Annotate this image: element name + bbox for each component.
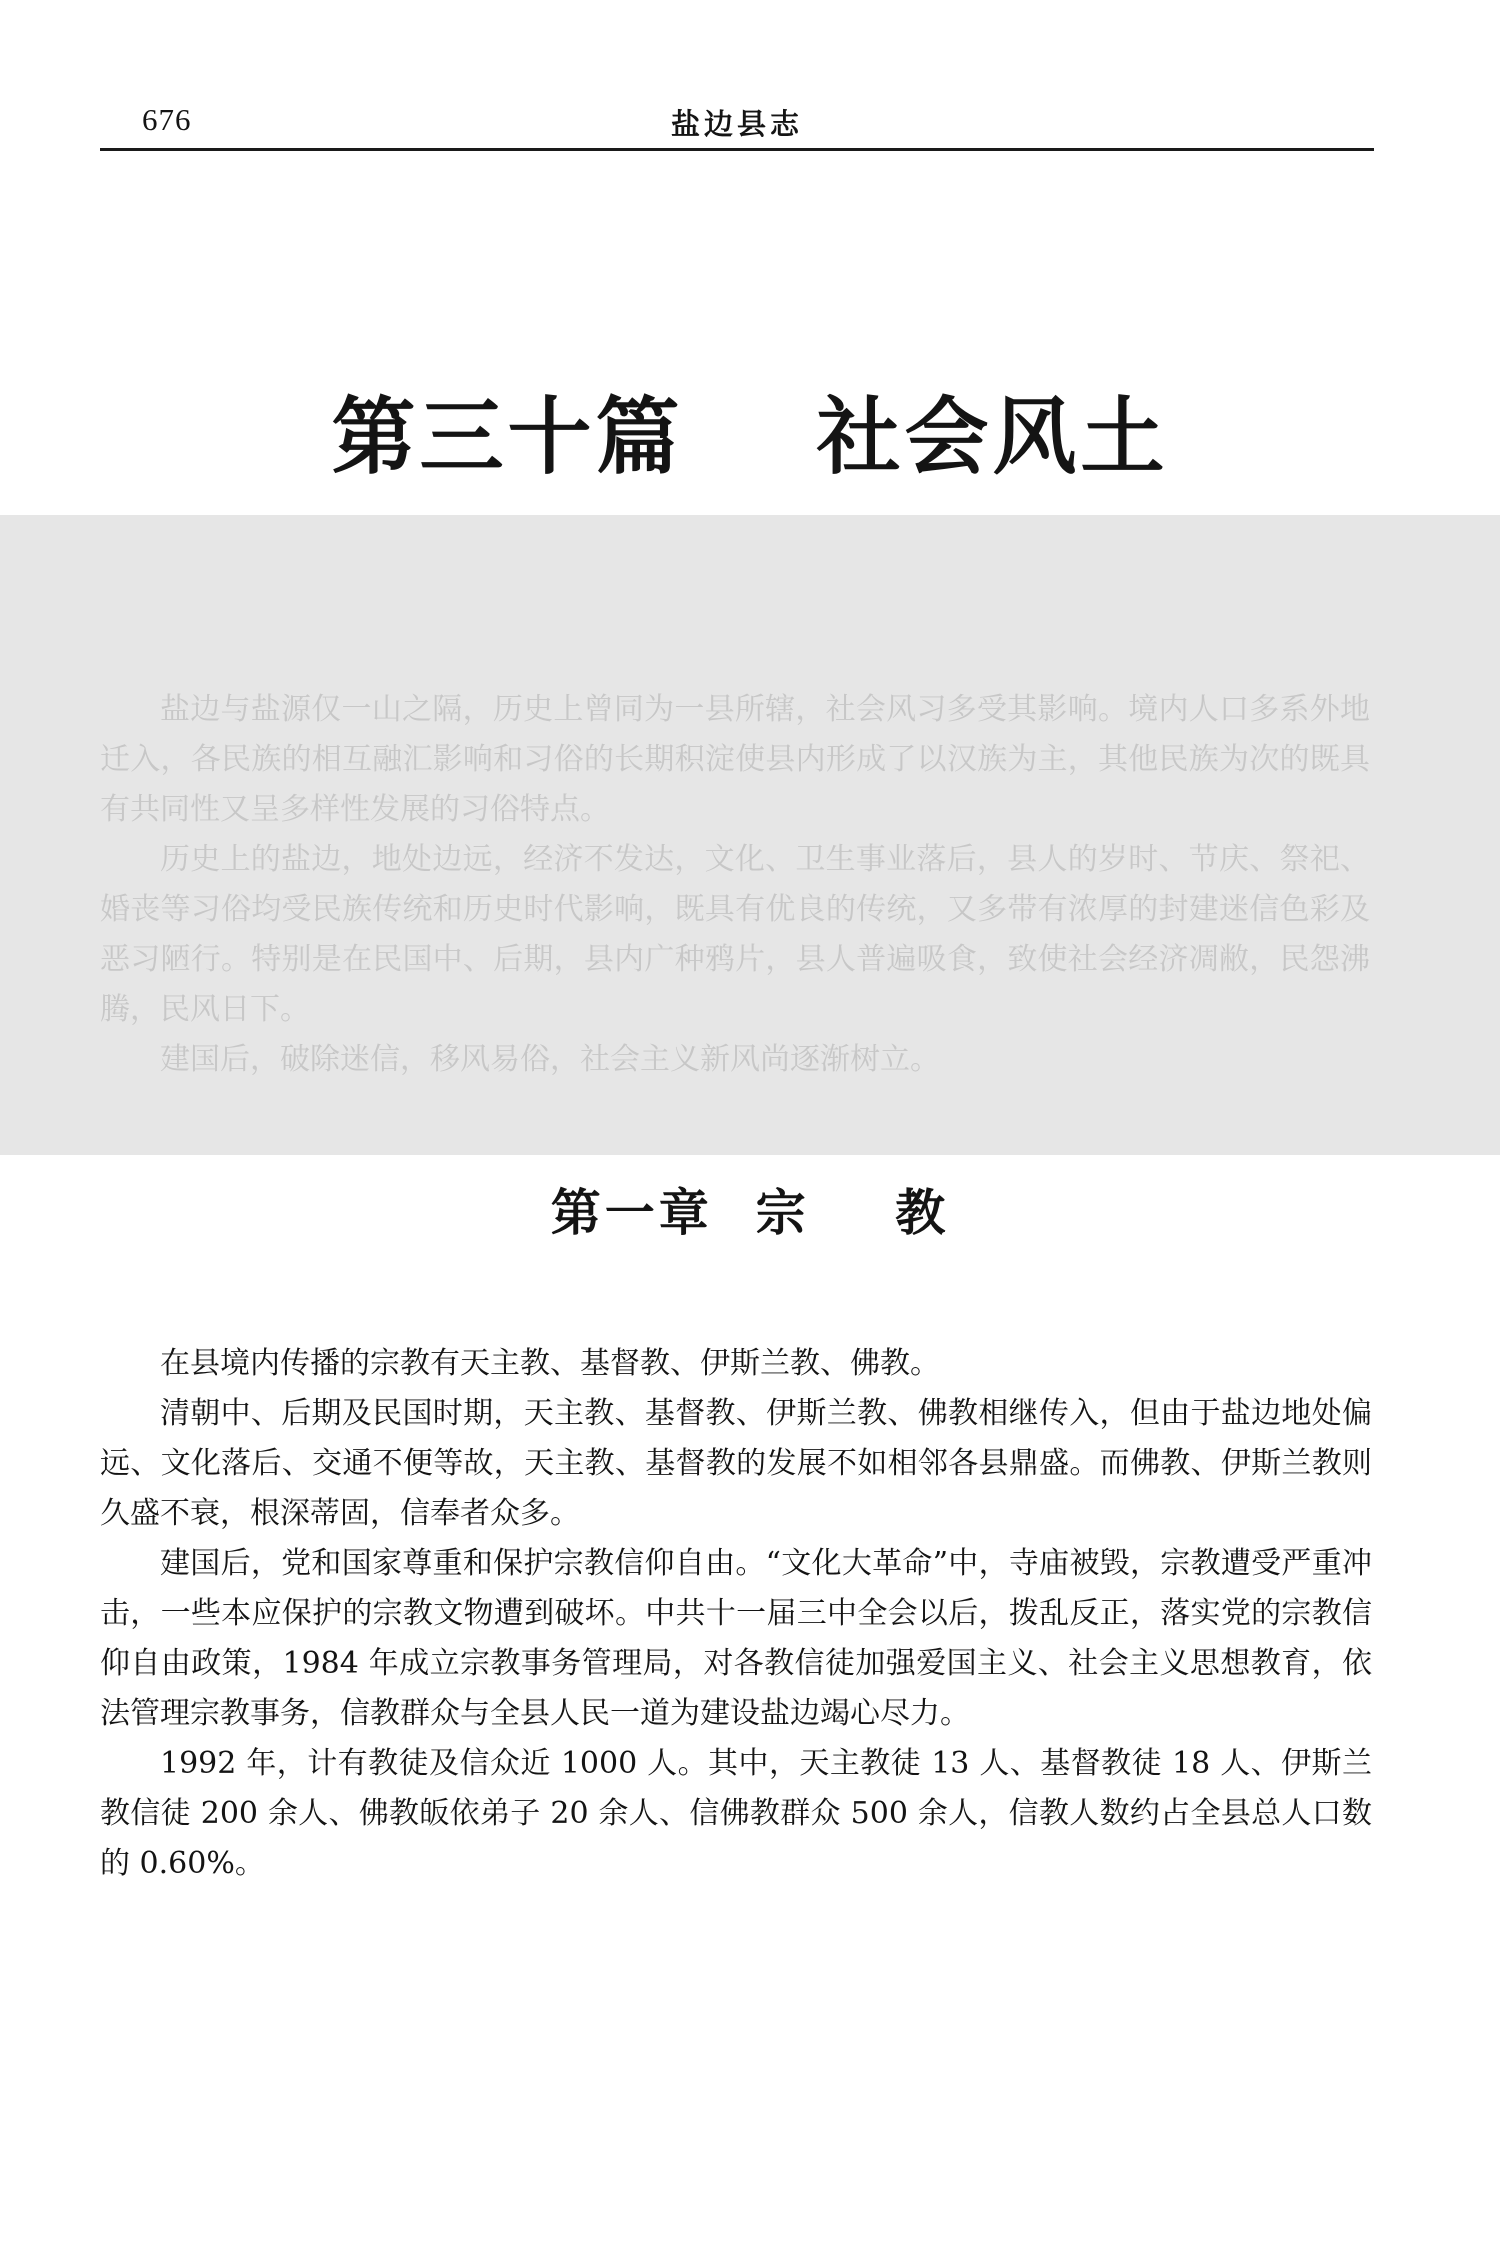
body-paragraph: 1992 年，计有教徒及信众近 1000 人。其中，天主教徒 13 人、基督教徒 18 人、伊斯兰教信徒 200 余人、佛教皈依弟子 20 余人、信佛教群众 500 余人，信教人数约占全县总人口数的 0.60%。 (100, 1746, 1372, 1881)
chapter-title: 第一章 宗 教 (550, 1183, 950, 1242)
intro-paragraph: 建国后，破除迷信，移风易俗，社会主义新风尚逐渐树立。 (160, 1042, 940, 1077)
part-title: 第三十篇 社会风土 (331, 387, 1169, 486)
page-header (100, 96, 1374, 151)
body-text (100, 1339, 1372, 1889)
intro-paragraph: 盐边与盐源仅一山之隔，历史上曾同为一县所辖，社会风习多受其影响。境内人口多系外地迁入，各民族的相互融汇影响和习俗的长期积淀使县内形成了以汉族为主，其他民族为次的既具有共同性又呈多样性发展的习俗特点。 (100, 692, 1370, 827)
intro-band (0, 515, 1500, 1155)
intro-text (100, 685, 1370, 1085)
body-paragraph: 清朝中、后期及民国时期，天主教、基督教、伊斯兰教、佛教相继传入，但由于盐边地处偏远、文化落后、交通不便等故，天主教、基督教的发展不如相邻各县鼎盛。而佛教、伊斯兰教则久盛不衰，根深蒂固，信奉者众多。 (100, 1396, 1372, 1531)
body-paragraph: 在县境内传播的宗教有天主教、基督教、伊斯兰教、佛教。 (160, 1346, 940, 1381)
body-paragraph: 建国后，党和国家尊重和保护宗教信仰自由。“文化大革命”中，寺庙被毁，宗教遭受严重冲击，一些本应保护的宗教文物遭到破坏。中共十一届三中全会以后，拨乱反正，落实党的宗教信仰自由政策，1984 年成立宗教事务管理局，对各教信徒加强爱国主义、社会主义思想教育，依法管理宗教事务，信教群众与全县人民一道为建设盐边竭心尽力。 (100, 1546, 1372, 1731)
running-title: 盐边县志 (670, 107, 803, 141)
page-number: 676 (142, 102, 192, 137)
intro-paragraph: 历史上的盐边，地处边远，经济不发达，文化、卫生事业落后，县人的岁时、节庆、祭祀、婚丧等习俗均受民族传统和历史时代影响，既具有优良的传统，又多带有浓厚的封建迷信色彩及恶习陋行。特别是在民国中、后期，县内广种鸦片，县人普遍吸食，致使社会经济凋敝，民怨沸腾，民风日下。 (100, 842, 1370, 1027)
